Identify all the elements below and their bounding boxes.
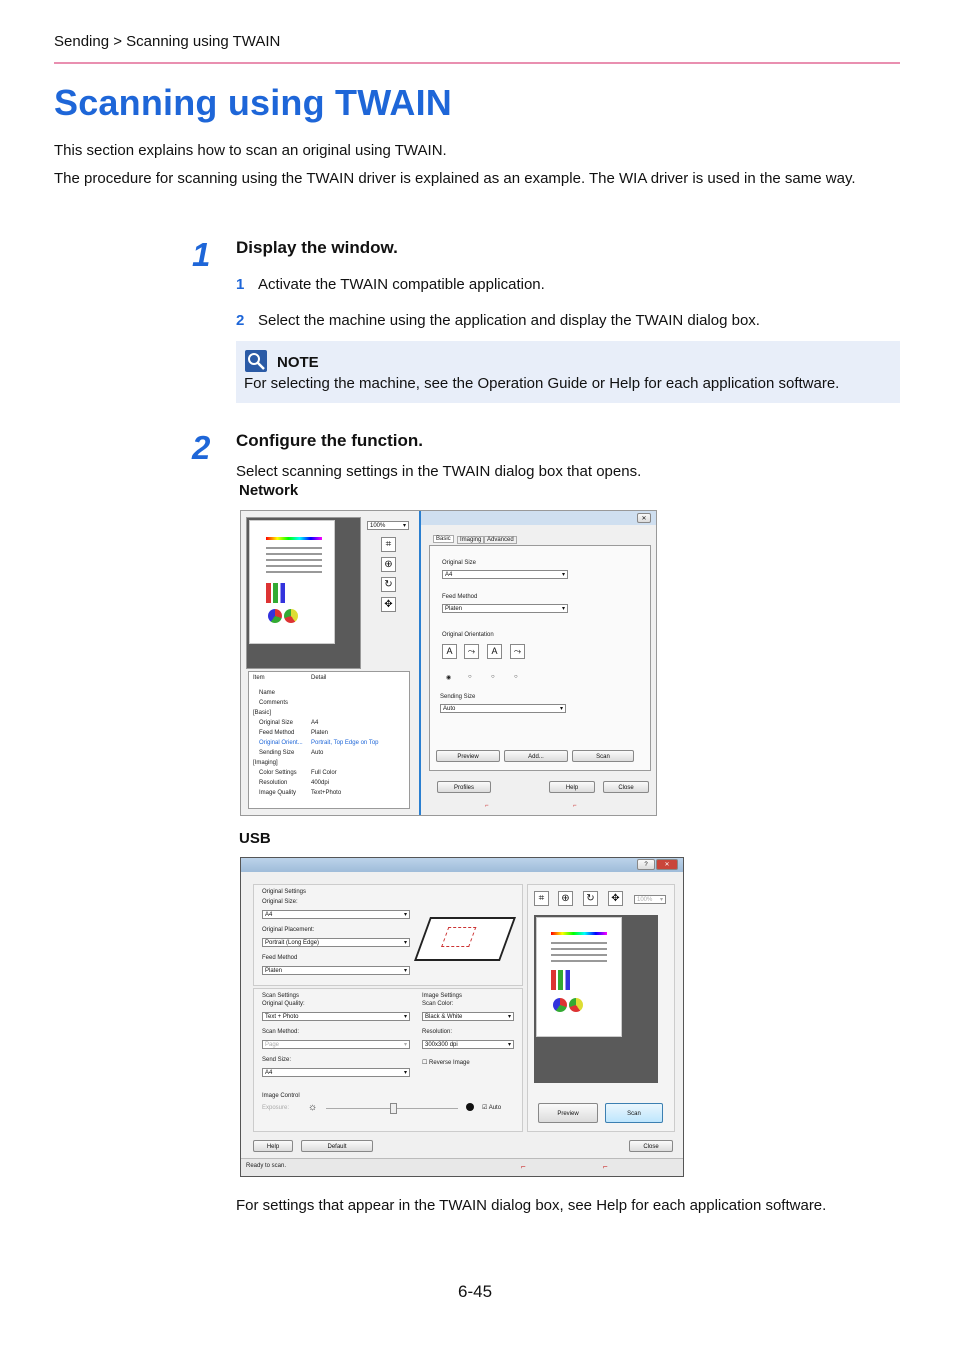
table-row-item: Resolution [259, 780, 288, 786]
reverse-image-checkbox[interactable]: ☐ Reverse Image [422, 1060, 470, 1066]
header-rule [54, 62, 900, 64]
table-row-detail: Full Color [311, 770, 337, 776]
step-2-text: Select scanning settings in the TWAIN dialog box that opens. [236, 463, 642, 480]
orientation-landscape-icon[interactable]: ⤳ [464, 644, 479, 659]
scan-settings-group [253, 988, 523, 1132]
note-text: For selecting the machine, see the Operation Guide or Help for each application software. [244, 375, 840, 392]
radio-4-icon[interactable]: ○ [514, 674, 518, 680]
item-text: Select the machine using the application and display the TWAIN dialog box. [258, 312, 760, 329]
send-size-label: Send Size: [262, 1057, 292, 1063]
original-settings-title: Original Settings [262, 889, 307, 895]
note-box [236, 341, 900, 403]
step-2-heading: Configure the function. [236, 431, 423, 450]
image-settings-title: Image Settings [422, 993, 463, 999]
table-row-detail: A4 [311, 720, 319, 726]
step-2-number: 2 [192, 429, 211, 466]
original-quality-label: Original Quality: [262, 1001, 305, 1007]
table-row-item: Original Orient... [259, 740, 303, 746]
scan-button[interactable]: Scan [572, 750, 634, 762]
table-row-item: Sending Size [259, 750, 295, 756]
table-row-item: Original Size [259, 720, 294, 726]
dark-icon [466, 1103, 474, 1111]
table-row-item: Feed Method [259, 730, 295, 736]
page-title: Scanning using TWAIN [54, 82, 452, 123]
usb-preview-group [527, 884, 675, 1132]
feed-method-label: Feed Method [262, 955, 298, 961]
intro-paragraph-2: The procedure for scanning using the TWAIN driver is explained as an example. The WIA driver is used in the same way. [54, 170, 856, 187]
radio-3-icon[interactable]: ○ [491, 674, 495, 680]
close-icon[interactable]: ✕ [637, 513, 651, 523]
help-button[interactable]: Help [549, 781, 595, 793]
orientation-portrait-icon[interactable]: A [442, 644, 457, 659]
crop-status-2-icon: ⌐ [603, 1162, 608, 1171]
move-icon[interactable]: ✥ [381, 597, 396, 612]
usb-preview-area [534, 915, 658, 1083]
item-number: 1 [236, 276, 245, 293]
platen-illustration-icon [414, 917, 516, 961]
page-number: 6-45 [458, 1282, 493, 1301]
send-size-select[interactable]: A4 ▾ [262, 1068, 410, 1077]
scan-color-label: Scan Color: [422, 1001, 454, 1007]
tab-advanced[interactable]: Advanced [484, 536, 517, 544]
usb-default-button[interactable]: Default [301, 1140, 373, 1152]
item-text: Activate the TWAIN compatible application. [258, 276, 545, 293]
table-row-item: Color Settings [259, 770, 297, 776]
sending-size-label: Sending Size [440, 694, 476, 700]
resolution-select[interactable]: 300x300 dpi ▾ [422, 1040, 514, 1049]
original-size-label: Original Size: [262, 899, 298, 905]
feed-method-label: Feed Method [442, 594, 478, 600]
usb-preview-button[interactable]: Preview [538, 1103, 598, 1123]
orientation-label: Original Orientation [442, 632, 494, 638]
footer-text: For settings that appear in the TWAIN dialog box, see Help for each application software. [236, 1197, 827, 1214]
preview-area [246, 517, 361, 669]
item-number: 2 [236, 312, 245, 329]
step-1-number: 1 [192, 236, 211, 273]
table-header-item: Item [253, 675, 265, 681]
radio-1-icon[interactable]: ◉ [446, 675, 452, 681]
close-icon[interactable]: ✕ [656, 859, 678, 870]
orientation-landscape-2-icon[interactable]: ⤳ [510, 644, 525, 659]
table-header-detail: Detail [311, 675, 327, 681]
help-icon[interactable]: ? [637, 859, 655, 870]
reverse-image-label: Reverse Image [429, 1060, 470, 1066]
scan-method-select[interactable]: Page ▾ [262, 1040, 410, 1049]
brightness-icon: ☼ [308, 1102, 318, 1113]
table-row-detail: Auto [311, 750, 324, 756]
scan-color-select[interactable]: Black & White ▾ [422, 1012, 514, 1021]
table-row-item: Image Quality [259, 790, 297, 796]
feed-method-select[interactable]: Platen ▾ [262, 966, 410, 975]
usb-twain-screenshot [240, 857, 684, 1177]
rotate-icon[interactable]: ↻ [381, 577, 396, 592]
profiles-button[interactable]: Profiles [437, 781, 491, 793]
rotate-icon[interactable]: ↻ [583, 891, 598, 906]
close-button[interactable]: Close [603, 781, 649, 793]
step-1-item-1 [236, 276, 545, 293]
table-row-item: [Imaging] [253, 760, 278, 766]
scan-settings-title: Scan Settings [262, 993, 300, 999]
original-size-select[interactable]: A4 ▾ [442, 570, 568, 579]
network-dialog [419, 511, 657, 815]
step-1-heading: Display the window. [236, 238, 398, 257]
step-1-item-2 [236, 312, 760, 329]
auto-label: Auto [488, 1105, 502, 1111]
network-caption: Network [239, 482, 299, 499]
note-label: NOTE [277, 354, 319, 371]
scan-method-label: Scan Method: [262, 1029, 300, 1035]
crop-status-icon: ⌐ [521, 1162, 526, 1171]
original-size-label: Original Size [442, 560, 477, 566]
table-row-item: [Basic] [253, 710, 272, 716]
table-row-detail: Text+Photo [311, 790, 342, 796]
dialog-titlebar [421, 511, 657, 525]
crop-icon[interactable]: ⌗ [381, 537, 396, 552]
usb-scan-button[interactable]: Scan [605, 1103, 663, 1123]
note-icon [245, 350, 267, 372]
resolution-label: Resolution: [422, 1029, 453, 1035]
preview-page [249, 520, 335, 644]
zoom-icon[interactable]: ⊕ [381, 557, 396, 572]
table-row-detail: Portrait, Top Edge on Top [311, 740, 379, 746]
breadcrumb: Sending > Scanning using TWAIN [54, 33, 281, 50]
table-row-item: Name [259, 690, 276, 696]
exposure-slider-thumb[interactable] [390, 1103, 397, 1114]
table-row-detail: Platen [311, 730, 329, 736]
usb-zoom-select[interactable]: 100% ▾ [634, 895, 666, 904]
original-settings-group [253, 884, 523, 986]
move-icon[interactable]: ✥ [608, 891, 623, 906]
exposure-label: Exposure: [262, 1105, 290, 1111]
tab-basic[interactable]: Basic [433, 535, 454, 543]
crop-status-icon: ⌐ [485, 803, 489, 809]
image-control-title: Image Control [262, 1093, 300, 1099]
table-row-item: Comments [259, 700, 289, 706]
orientation-portrait-2-icon[interactable]: A [487, 644, 502, 659]
auto-checkbox[interactable]: ☑ Auto [482, 1105, 502, 1111]
zoom-icon[interactable]: ⊕ [558, 891, 573, 906]
crop-status-2-icon: ⌐ [573, 803, 577, 809]
add-button[interactable]: Add... [504, 750, 568, 762]
usb-help-button[interactable]: Help [253, 1140, 293, 1152]
original-quality-select[interactable]: Text + Photo ▾ [262, 1012, 410, 1021]
preview-button[interactable]: Preview [436, 750, 500, 762]
usb-close-button[interactable]: Close [629, 1140, 673, 1152]
sending-size-select[interactable]: Auto ▾ [440, 704, 566, 713]
crop-icon[interactable]: ⌗ [534, 891, 549, 906]
table-row-detail: 400dpi [311, 780, 330, 786]
original-placement-select[interactable]: Portrait (Long Edge) ▾ [262, 938, 410, 947]
feed-method-select[interactable]: Platen ▾ [442, 604, 568, 613]
usb-titlebar [241, 858, 683, 872]
network-twain-screenshot [240, 510, 657, 816]
settings-summary-table [248, 671, 410, 809]
network-zoom-select[interactable]: 100% ▾ [367, 521, 409, 530]
usb-preview-page [536, 917, 622, 1037]
original-placement-label: Original Placement: [262, 927, 315, 933]
status-bar [241, 1158, 683, 1177]
original-size-select[interactable]: A4 ▾ [262, 910, 410, 919]
status-text: Ready to scan. [246, 1163, 287, 1169]
intro-paragraph-1: This section explains how to scan an original using TWAIN. [54, 142, 447, 159]
radio-2-icon[interactable]: ○ [468, 674, 472, 680]
tab-imaging[interactable]: Imaging [457, 536, 484, 544]
basic-panel [429, 545, 651, 771]
usb-caption: USB [239, 830, 271, 847]
